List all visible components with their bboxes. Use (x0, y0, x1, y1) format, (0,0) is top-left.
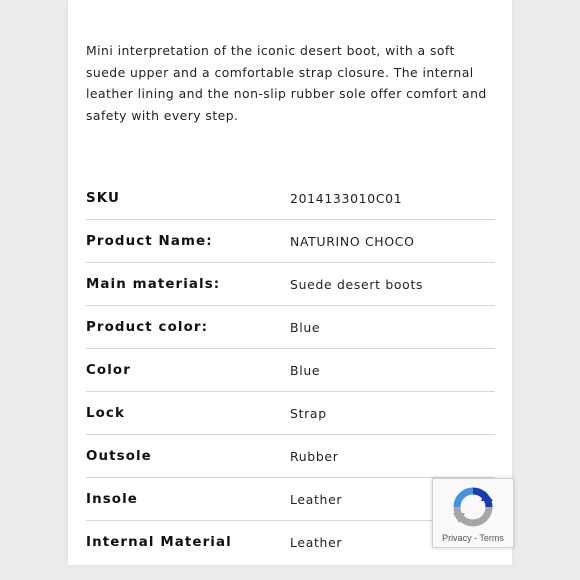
spec-label: Main materials: (86, 276, 221, 292)
spec-row-lock (86, 392, 495, 435)
link-separator: - (471, 533, 480, 543)
spec-value: Blue (290, 319, 321, 335)
spec-value: Leather (290, 491, 343, 507)
spec-row-sku (86, 177, 495, 220)
spec-value: NATURINO CHOCO (290, 233, 415, 249)
terms-link[interactable]: Terms (479, 533, 504, 543)
spec-label: Product Name: (86, 233, 213, 249)
spec-row-product-name (86, 220, 495, 263)
spec-value: 2014133010C01 (290, 190, 403, 206)
spec-label: Product color: (86, 319, 209, 335)
recaptcha-badge[interactable] (432, 478, 514, 548)
spec-value: Strap (290, 405, 327, 421)
spec-value: Leather (290, 534, 343, 550)
spec-value: Rubber (290, 448, 339, 464)
spec-value: Suede desert boots (290, 276, 424, 292)
recaptcha-links (433, 533, 513, 543)
product-description: Mini interpretation of the iconic desert boot, with a soft suede upper and a comfortable strap closure. The internal leather lining and the non-slip rubber sole offer comfort and safety with every step. (86, 43, 487, 123)
spec-row-product-color (86, 306, 495, 349)
spec-label: Color (86, 362, 131, 378)
spec-label: Internal Material (86, 534, 232, 550)
spec-row-outsole (86, 435, 495, 478)
spec-label: Insole (86, 491, 138, 507)
privacy-link[interactable]: Privacy (442, 533, 472, 543)
recaptcha-icon (451, 485, 495, 529)
spec-value: Blue (290, 362, 321, 378)
spec-label: SKU (86, 190, 120, 206)
spec-row-main-materials (86, 263, 495, 306)
spec-row-color (86, 349, 495, 392)
spec-label: Lock (86, 405, 125, 421)
spec-label: Outsole (86, 448, 152, 464)
